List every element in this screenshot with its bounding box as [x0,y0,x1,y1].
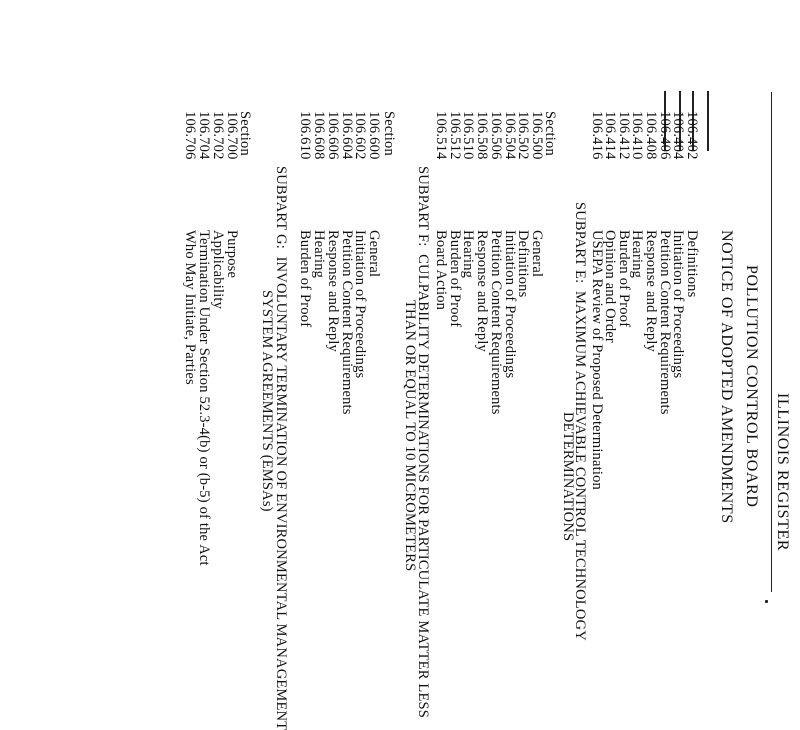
section-number: 106.706 [182,111,198,160]
section-number: 106.604 [339,111,355,160]
section-number: 106.514 [433,111,449,160]
section-number: 106.512 [447,111,463,160]
section-title: USEPA Review of Proposed Determination [589,230,605,490]
subpart-heading: SUBPART F: CULPABILITY DETERMINATIONS FOR PARTICULATE MATTER LESS [415,166,431,719]
section-title: General [366,230,382,278]
section-title: Burden of Proof [297,230,313,328]
section-title: Initiation of Proceedings [352,230,368,379]
section-number: 106.510 [460,111,476,160]
section-number: 106.610 [297,111,313,160]
section-number: 106.600 [366,111,382,160]
section-number: 106.414 [602,111,618,160]
section-title: Initiation of Proceedings [502,230,518,379]
section-title: Hearing [629,230,645,279]
section-title: Hearing [311,230,327,279]
section-title: Response and Reply [643,230,659,353]
section-title: Petition Content Requirements [657,230,673,415]
register-header: ILLINOIS REGISTER [774,393,791,552]
section-title: Response and Reply [474,230,490,353]
section-title: Petition Content Requirements [488,230,504,415]
section-number: 106.700 [224,111,240,160]
section-number: 106.506 [488,111,504,160]
section-number: 106.502 [515,111,531,160]
section-title: Termination Under Section 52.3-4(b) or (b-5) of the Act [196,230,212,566]
section-number: 106.404 [670,111,686,160]
header-dash [708,91,710,151]
section-number: 106.702 [210,111,226,160]
section-number: 106.416 [589,111,605,160]
notice-title: NOTICE OF ADOPTED AMENDMENTS [718,230,735,524]
section-label: Section [542,111,558,156]
section-title: Hearing [460,230,476,279]
section-title: Board Action [433,230,449,311]
subpart-heading-continued: THAN OR EQUAL TO 10 MICROMETERS [402,300,418,572]
section-number: 106.608 [311,111,327,160]
subpart-heading: SUBPART E: MAXIMUM ACHIEVABLE CONTROL TECHNOLOGY [572,202,588,641]
section-number: 106.500 [529,111,545,160]
section-title: Applicability [210,230,226,310]
section-number: 106.408 [643,111,659,160]
section-title: Purpose [224,230,240,279]
section-title: Burden of Proof [616,230,632,328]
section-number: 106.406 [657,111,673,160]
section-title: Response and Reply [325,230,341,353]
subpart-heading-continued: SYSTEM AGREEMENTS (EMSAs) [259,290,275,512]
section-title: Petition Content Requirements [339,230,355,415]
section-number: 106.704 [196,111,212,160]
section-title: Initiation of Proceedings [670,230,686,379]
section-number: 106.602 [352,111,368,160]
section-title: Definitions [515,230,531,298]
subpart-heading: SUBPART G: INVOLUNTARY TERMINATION OF ENVIRONMENTAL MANAGEMENT [273,166,289,730]
section-number: 106.504 [502,111,518,160]
section-label: Section [381,111,397,156]
section-title: Who May Initiate, Parties [182,230,198,385]
section-number: 106.402 [684,111,700,160]
section-title: General [529,230,545,278]
subpart-heading-continued: DETERMINATIONS [560,412,576,542]
section-number: 106.508 [474,111,490,160]
board-title: POLLUTION CONTROL BOARD [743,265,760,508]
scan-speck [765,600,768,603]
section-number: 106.412 [616,111,632,160]
header-rule [771,92,772,592]
section-title: Definitions [684,230,700,298]
section-title: Opinion and Order [602,230,618,343]
section-number: 106.410 [629,111,645,160]
section-label: Section [237,111,253,156]
section-title: Burden of Proof [447,230,463,328]
section-number: 106.606 [325,111,341,160]
